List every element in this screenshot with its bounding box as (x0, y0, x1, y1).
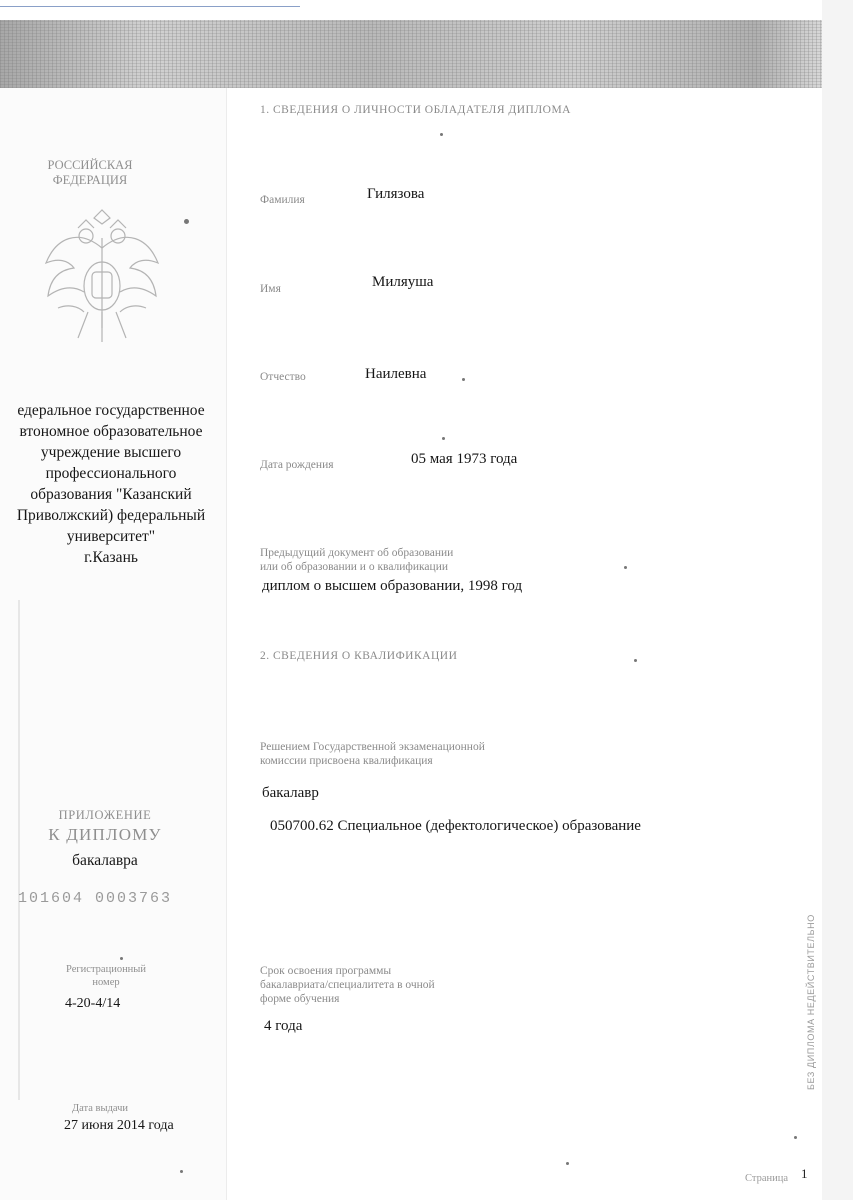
security-pattern-band (0, 20, 822, 88)
org-line-3: учреждение высшего (40, 444, 182, 461)
degree-level: бакалавра (72, 852, 138, 869)
scan-shadow (18, 600, 20, 1100)
top-edge-line (0, 6, 300, 7)
name-label: Имя (260, 283, 281, 295)
organization-name (0, 400, 234, 568)
ink-speck (120, 957, 123, 960)
issue-date-label: Дата выдачи (72, 1103, 129, 1114)
patronymic-label: Отчество (260, 371, 306, 383)
section-2-title: 2. СВЕДЕНИЯ О КВАЛИФИКАЦИИ (260, 650, 458, 662)
birth-date-label: Дата рождения (260, 459, 334, 471)
surname-value: Гилязова (367, 186, 425, 202)
ink-speck (462, 378, 465, 381)
page-number: 1 (801, 1166, 808, 1181)
ink-speck (794, 1136, 797, 1139)
name-value: Миляуша (372, 274, 434, 290)
previous-document-label (260, 546, 453, 574)
org-line-5: образования "Казанский (30, 486, 192, 503)
patronymic-value: Наилевна (365, 366, 427, 382)
study-term-value: 4 года (264, 1018, 303, 1034)
qualification-label-line-2: комиссии присвоена квалификация (260, 755, 433, 767)
registration-label (46, 963, 166, 989)
org-line-2: втономное образовательное (19, 423, 203, 440)
double-headed-eagle-emblem-icon (38, 208, 166, 348)
surname-label: Фамилия (260, 194, 305, 206)
serial-number: 101604 0003763 (18, 890, 173, 907)
previous-document-label-line-2: или об образовании и о квалификации (260, 561, 449, 573)
study-term-label-line-3: форме обучения (260, 993, 340, 1005)
qualification-label (260, 740, 485, 768)
page-label: Страница (745, 1173, 789, 1184)
appendix-title (40, 808, 170, 845)
previous-document-label-line-1: Предыдущий документ об образовании (260, 547, 454, 559)
ink-speck (440, 133, 443, 136)
country-line-1: РОССИЙСКАЯ (47, 158, 133, 172)
ink-speck (184, 219, 189, 224)
right-margin (822, 0, 853, 1200)
org-line-8: г.Казань (84, 549, 138, 566)
ink-speck (566, 1162, 569, 1165)
appendix-line-2: К ДИПЛОМУ (48, 825, 162, 844)
org-line-1: едеральное государственное (17, 402, 205, 419)
validity-note-vertical: БЕЗ ДИПЛОМА НЕДЕЙСТВИТЕЛЬНО (806, 914, 816, 1090)
study-term-label-line-1: Срок освоения программы (260, 965, 392, 977)
registration-label-line-1: Регистрационный (66, 964, 146, 975)
issue-date-value: 27 июня 2014 года (64, 1118, 174, 1133)
ink-speck (180, 1170, 183, 1173)
org-line-7: университет" (66, 528, 156, 545)
study-term-label-line-2: бакалавриата/специалитета в очной (260, 979, 435, 991)
org-line-4: профессионального (45, 465, 177, 482)
ink-speck (624, 566, 627, 569)
appendix-line-1: ПРИЛОЖЕНИЕ (58, 808, 152, 822)
section-1-title: 1. СВЕДЕНИЯ О ЛИЧНОСТИ ОБЛАДАТЕЛЯ ДИПЛОМА (260, 104, 571, 116)
previous-document-value: диплом о высшем образовании, 1998 год (262, 578, 523, 594)
registration-label-line-2: номер (92, 977, 120, 988)
specialty-value: 050700.62 Специальное (дефектологическое) образование (270, 818, 641, 834)
ink-speck (634, 659, 637, 662)
study-term-label (260, 964, 435, 1006)
registration-number: 4-20-4/14 (65, 996, 121, 1011)
country-title (40, 158, 140, 188)
ink-speck (442, 437, 445, 440)
qualification-value: бакалавр (262, 785, 319, 801)
country-line-2: ФЕДЕРАЦИЯ (52, 173, 128, 187)
birth-date-value: 05 мая 1973 года (411, 451, 518, 467)
org-line-6: Приволжский) федеральный (16, 507, 206, 524)
qualification-label-line-1: Решением Государственной экзаменационной (260, 741, 485, 753)
